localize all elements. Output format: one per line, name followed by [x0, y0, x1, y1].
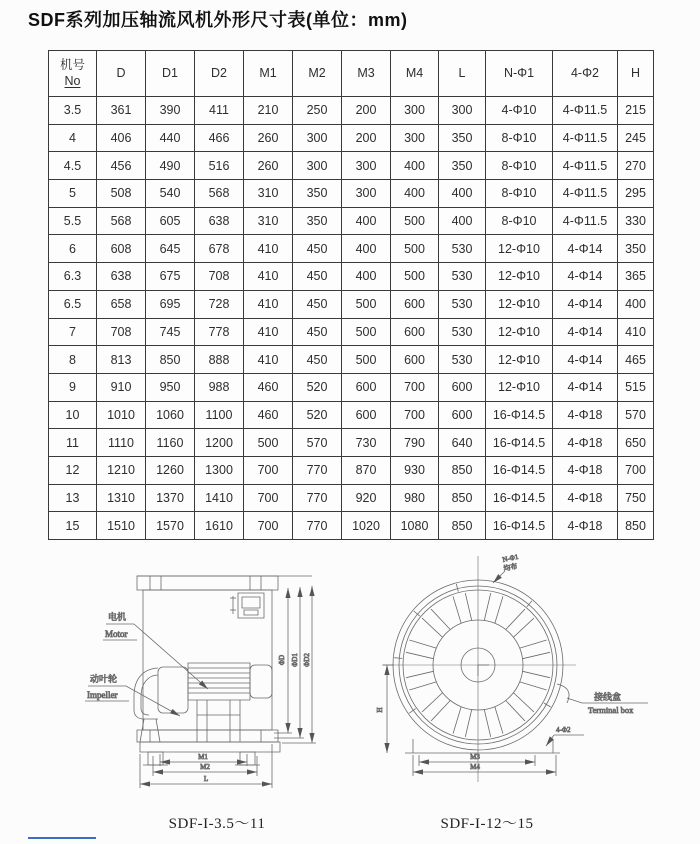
table-row [49, 207, 654, 235]
holes-label-line2: 均布 [502, 563, 519, 573]
dim-value-cell: 500 [391, 207, 439, 235]
dim-value-cell: 12-Φ10 [486, 373, 553, 401]
column-header: D1 [146, 51, 195, 97]
model-no-cell: 3.5 [49, 97, 97, 125]
table-row [49, 124, 654, 152]
column-header: M4 [391, 51, 439, 97]
dim-value-cell: 4-Φ11.5 [553, 124, 618, 152]
dim-value-cell: 700 [244, 512, 293, 540]
model-no-cell: 6 [49, 235, 97, 263]
dim-value-cell: 520 [293, 373, 342, 401]
dim-value-cell: 4-Φ11.5 [553, 97, 618, 125]
model-no-cell: 4 [49, 124, 97, 152]
terminal-box-detail [230, 593, 264, 618]
dim-value-cell: 390 [146, 97, 195, 125]
dim-label-l: L [203, 775, 209, 783]
dim-value-cell: 500 [391, 263, 439, 291]
hole2-label: 4-Φ2 [556, 726, 571, 734]
dim-value-cell: 300 [293, 124, 342, 152]
dim-value-cell: 980 [391, 484, 439, 512]
dimension-table [48, 50, 654, 540]
dim-value-cell: 608 [97, 235, 146, 263]
dim-value-cell: 700 [618, 456, 654, 484]
column-header: D [97, 51, 146, 97]
table-body [49, 97, 654, 540]
model-no-cell: 7 [49, 318, 97, 346]
dim-value-cell: 520 [293, 401, 342, 429]
dim-value-cell: 516 [195, 152, 244, 180]
dim-value-cell: 4-Φ14 [553, 318, 618, 346]
flange-holes-callout [493, 553, 520, 583]
dim-value-cell: 8-Φ10 [486, 180, 553, 208]
model-no-cell: 15 [49, 512, 97, 540]
motor-body [158, 663, 272, 713]
dim-value-cell: 1610 [195, 512, 244, 540]
table-row [49, 235, 654, 263]
front-view-drawing [360, 550, 690, 800]
dim-value-cell: 4-Φ14 [553, 235, 618, 263]
column-header: M2 [293, 51, 342, 97]
base-and-dimensions [405, 739, 560, 776]
dim-value-cell: 450 [293, 263, 342, 291]
holes-label-line1: N-Φ1 [501, 552, 520, 564]
model-no-cell: 5.5 [49, 207, 97, 235]
caption-front-view: SDF-I-12～15 [440, 816, 534, 832]
dim-value-cell: 770 [293, 456, 342, 484]
dim-value-cell: 411 [195, 97, 244, 125]
dim-value-cell: 4-Φ14 [553, 263, 618, 291]
terminal-label-cn: 接线盒 [594, 692, 622, 702]
dim-value-cell: 466 [195, 124, 244, 152]
dim-value-cell: 16-Φ14.5 [486, 456, 553, 484]
dim-value-cell: 568 [97, 207, 146, 235]
dim-value-cell: 245 [618, 124, 654, 152]
dim-value-cell: 1100 [195, 401, 244, 429]
dim-value-cell: 530 [439, 318, 486, 346]
dim-value-cell: 850 [439, 456, 486, 484]
dim-value-cell: 350 [439, 124, 486, 152]
column-header: D2 [195, 51, 244, 97]
dim-value-cell: 410 [244, 290, 293, 318]
table-row [49, 318, 654, 346]
dim-value-cell: 4-Φ18 [553, 429, 618, 457]
dim-value-cell: 600 [439, 373, 486, 401]
dim-value-cell: 300 [342, 152, 391, 180]
dim-value-cell: 600 [342, 401, 391, 429]
dim-label-d1: ΦD1 [291, 653, 299, 667]
dim-value-cell: 745 [146, 318, 195, 346]
impeller-inlet-bell [134, 668, 160, 742]
dim-value-cell: 500 [391, 235, 439, 263]
dim-value-cell: 350 [439, 152, 486, 180]
dim-value-cell: 540 [146, 180, 195, 208]
dim-value-cell: 12-Φ10 [486, 290, 553, 318]
dim-value-cell: 300 [439, 97, 486, 125]
dim-value-cell: 16-Φ14.5 [486, 512, 553, 540]
dim-value-cell: 300 [391, 97, 439, 125]
dim-value-cell: 410 [244, 263, 293, 291]
dim-value-cell: 988 [195, 373, 244, 401]
model-no-cell: 8 [49, 346, 97, 374]
dim-value-cell: 12-Φ10 [486, 318, 553, 346]
dim-value-cell: 12-Φ10 [486, 235, 553, 263]
column-header: M1 [244, 51, 293, 97]
dim-value-cell: 250 [293, 97, 342, 125]
dim-value-cell: 850 [146, 346, 195, 374]
table-row [49, 373, 654, 401]
dim-label-d2: ΦD2 [303, 653, 311, 667]
dim-label-m2: M2 [200, 763, 210, 771]
dim-value-cell: 16-Φ14.5 [486, 484, 553, 512]
model-no-cell: 9 [49, 373, 97, 401]
dim-value-cell: 8-Φ10 [486, 124, 553, 152]
dim-value-cell: 600 [391, 318, 439, 346]
dim-value-cell: 406 [97, 124, 146, 152]
dim-value-cell: 600 [391, 290, 439, 318]
dim-value-cell: 605 [146, 207, 195, 235]
dim-value-cell: 4-Φ11.5 [553, 152, 618, 180]
dim-value-cell: 4-Φ18 [553, 512, 618, 540]
dim-value-cell: 260 [244, 124, 293, 152]
motor-label-cn: 电机 [108, 612, 127, 622]
column-header: H [618, 51, 654, 97]
header-row [49, 51, 654, 97]
column-header: M3 [342, 51, 391, 97]
dim-value-cell: 365 [618, 263, 654, 291]
dim-value-cell: 708 [97, 318, 146, 346]
dim-value-cell: 1260 [146, 456, 195, 484]
terminal-box-bump [557, 684, 648, 715]
table-row [49, 456, 654, 484]
dim-label-m4: M4 [470, 763, 480, 771]
dim-value-cell: 400 [342, 235, 391, 263]
model-no-cell: 13 [49, 484, 97, 512]
dim-value-cell: 950 [146, 373, 195, 401]
dim-value-cell: 1410 [195, 484, 244, 512]
dim-value-cell: 200 [342, 124, 391, 152]
dim-value-cell: 675 [146, 263, 195, 291]
dim-value-cell: 410 [244, 318, 293, 346]
dim-value-cell: 638 [97, 263, 146, 291]
dim-value-cell: 728 [195, 290, 244, 318]
dim-value-cell: 460 [244, 373, 293, 401]
impeller-label-cn: 动叶轮 [90, 674, 118, 684]
dim-value-cell: 270 [618, 152, 654, 180]
dim-value-cell: 570 [293, 429, 342, 457]
page-title: SDF系列加压轴流风机外形尺寸表(单位：mm) [28, 10, 408, 30]
table-row [49, 97, 654, 125]
table-header [49, 51, 654, 97]
table-row [49, 180, 654, 208]
dim-value-cell: 400 [439, 180, 486, 208]
dim-value-cell: 8-Φ10 [486, 152, 553, 180]
dim-value-cell: 730 [342, 429, 391, 457]
dim-value-cell: 920 [342, 484, 391, 512]
dim-label-h: H [376, 707, 384, 713]
model-no-cell: 12 [49, 456, 97, 484]
table-row [49, 152, 654, 180]
dim-value-cell: 450 [293, 346, 342, 374]
dim-value-cell: 1310 [97, 484, 146, 512]
dim-value-cell: 570 [618, 401, 654, 429]
dim-value-cell: 440 [146, 124, 195, 152]
dim-value-cell: 16-Φ14.5 [486, 429, 553, 457]
diameter-dimensions [274, 586, 316, 743]
dim-value-cell: 1160 [146, 429, 195, 457]
dim-value-cell: 1020 [342, 512, 391, 540]
bottom-blue-line [28, 837, 96, 839]
dim-value-cell: 4-Φ10 [486, 97, 553, 125]
dim-label-m3: M3 [470, 753, 480, 761]
bottom-dimensions [140, 744, 272, 788]
dim-value-cell: 640 [439, 429, 486, 457]
dim-value-cell: 1210 [97, 456, 146, 484]
dim-value-cell: 508 [97, 180, 146, 208]
column-header: L [439, 51, 486, 97]
model-no-cell: 6.3 [49, 263, 97, 291]
dim-value-cell: 1570 [146, 512, 195, 540]
dim-value-cell: 400 [391, 180, 439, 208]
dim-value-cell: 400 [439, 207, 486, 235]
dim-value-cell: 638 [195, 207, 244, 235]
dim-value-cell: 4-Φ11.5 [553, 180, 618, 208]
dim-value-cell: 361 [97, 97, 146, 125]
dim-value-cell: 310 [244, 180, 293, 208]
hole2-callout [546, 726, 584, 746]
dim-value-cell: 16-Φ14.5 [486, 401, 553, 429]
caption-side-view: SDF-I-3.5～11 [168, 816, 266, 832]
dim-value-cell: 4-Φ14 [553, 290, 618, 318]
dim-value-cell: 260 [244, 152, 293, 180]
dim-value-cell: 350 [293, 180, 342, 208]
dim-value-cell: 8-Φ10 [486, 207, 553, 235]
dim-value-cell: 400 [342, 263, 391, 291]
table-row [49, 401, 654, 429]
table-row [49, 512, 654, 540]
dim-value-cell: 456 [97, 152, 146, 180]
table-row [49, 263, 654, 291]
dim-value-cell: 700 [391, 401, 439, 429]
dim-value-cell: 530 [439, 290, 486, 318]
dim-value-cell: 400 [342, 207, 391, 235]
dim-value-cell: 500 [342, 346, 391, 374]
dim-value-cell: 678 [195, 235, 244, 263]
dim-value-cell: 350 [618, 235, 654, 263]
dim-value-cell: 850 [618, 512, 654, 540]
terminal-label-en: Terminal box [588, 705, 634, 715]
dim-value-cell: 530 [439, 263, 486, 291]
dim-value-cell: 700 [244, 456, 293, 484]
dim-value-cell: 778 [195, 318, 244, 346]
dim-value-cell: 650 [618, 429, 654, 457]
dim-value-cell: 215 [618, 97, 654, 125]
dim-value-cell: 568 [195, 180, 244, 208]
model-no-cell: 11 [49, 429, 97, 457]
dim-value-cell: 4-Φ18 [553, 484, 618, 512]
dim-value-cell: 700 [391, 373, 439, 401]
column-header: N-Φ1 [486, 51, 553, 97]
dim-value-cell: 500 [342, 318, 391, 346]
table-row [49, 484, 654, 512]
dim-value-cell: 530 [439, 346, 486, 374]
dim-value-cell: 1200 [195, 429, 244, 457]
dim-value-cell: 600 [391, 346, 439, 374]
dim-value-cell: 350 [293, 207, 342, 235]
dim-value-cell: 4-Φ14 [553, 373, 618, 401]
dim-value-cell: 600 [439, 401, 486, 429]
dim-label-d: ΦD [278, 654, 286, 666]
dim-value-cell: 770 [293, 512, 342, 540]
table-row [49, 429, 654, 457]
dim-value-cell: 658 [97, 290, 146, 318]
dim-value-cell: 450 [293, 318, 342, 346]
dim-value-cell: 410 [244, 235, 293, 263]
table-row [49, 346, 654, 374]
dim-value-cell: 12-Φ10 [486, 263, 553, 291]
dim-value-cell: 813 [97, 346, 146, 374]
dim-value-cell: 4-Φ14 [553, 346, 618, 374]
dim-value-cell: 465 [618, 346, 654, 374]
dim-value-cell: 4-Φ18 [553, 456, 618, 484]
dim-value-cell: 400 [391, 152, 439, 180]
dim-value-cell: 310 [244, 207, 293, 235]
dim-value-cell: 460 [244, 401, 293, 429]
dim-label-m1: M1 [198, 753, 208, 761]
dim-value-cell: 600 [342, 373, 391, 401]
dim-value-cell: 500 [244, 429, 293, 457]
dim-value-cell: 515 [618, 373, 654, 401]
dim-value-cell: 400 [618, 290, 654, 318]
motor-label-en: Motor [105, 629, 128, 639]
dim-value-cell: 708 [195, 263, 244, 291]
model-no-cell: 5 [49, 180, 97, 208]
dim-value-cell: 450 [293, 235, 342, 263]
dim-value-cell: 295 [618, 180, 654, 208]
dim-value-cell: 645 [146, 235, 195, 263]
dim-value-cell: 1510 [97, 512, 146, 540]
model-no-cell: 6.5 [49, 290, 97, 318]
dim-value-cell: 790 [391, 429, 439, 457]
dim-value-cell: 1060 [146, 401, 195, 429]
dim-value-cell: 930 [391, 456, 439, 484]
dim-value-cell: 1110 [97, 429, 146, 457]
dim-value-cell: 330 [618, 207, 654, 235]
dim-value-cell: 490 [146, 152, 195, 180]
model-no-cell: 10 [49, 401, 97, 429]
dim-value-cell: 850 [439, 484, 486, 512]
dim-value-cell: 888 [195, 346, 244, 374]
dim-value-cell: 910 [97, 373, 146, 401]
table-row [49, 290, 654, 318]
dim-value-cell: 410 [244, 346, 293, 374]
height-dimension [376, 665, 394, 753]
dim-value-cell: 300 [293, 152, 342, 180]
dim-value-cell: 1080 [391, 512, 439, 540]
dim-value-cell: 850 [439, 512, 486, 540]
column-header: 机号 No [49, 51, 97, 97]
dim-value-cell: 1010 [97, 401, 146, 429]
side-view-drawing [80, 558, 330, 798]
dim-value-cell: 1300 [195, 456, 244, 484]
dim-value-cell: 410 [618, 318, 654, 346]
dim-value-cell: 210 [244, 97, 293, 125]
dim-value-cell: 300 [342, 180, 391, 208]
dim-value-cell: 450 [293, 290, 342, 318]
dim-value-cell: 200 [342, 97, 391, 125]
dim-value-cell: 500 [342, 290, 391, 318]
dim-value-cell: 695 [146, 290, 195, 318]
dim-value-cell: 4-Φ11.5 [553, 207, 618, 235]
column-header: 4-Φ2 [553, 51, 618, 97]
support-pedestal [140, 700, 280, 765]
dim-value-cell: 1370 [146, 484, 195, 512]
dim-value-cell: 12-Φ10 [486, 346, 553, 374]
dim-value-cell: 870 [342, 456, 391, 484]
model-no-cell: 4.5 [49, 152, 97, 180]
impeller-label-en: Impeller [87, 690, 118, 700]
dim-value-cell: 4-Φ18 [553, 401, 618, 429]
dim-value-cell: 770 [293, 484, 342, 512]
dim-value-cell: 530 [439, 235, 486, 263]
dim-value-cell: 300 [391, 124, 439, 152]
dim-value-cell: 700 [244, 484, 293, 512]
dim-value-cell: 750 [618, 484, 654, 512]
